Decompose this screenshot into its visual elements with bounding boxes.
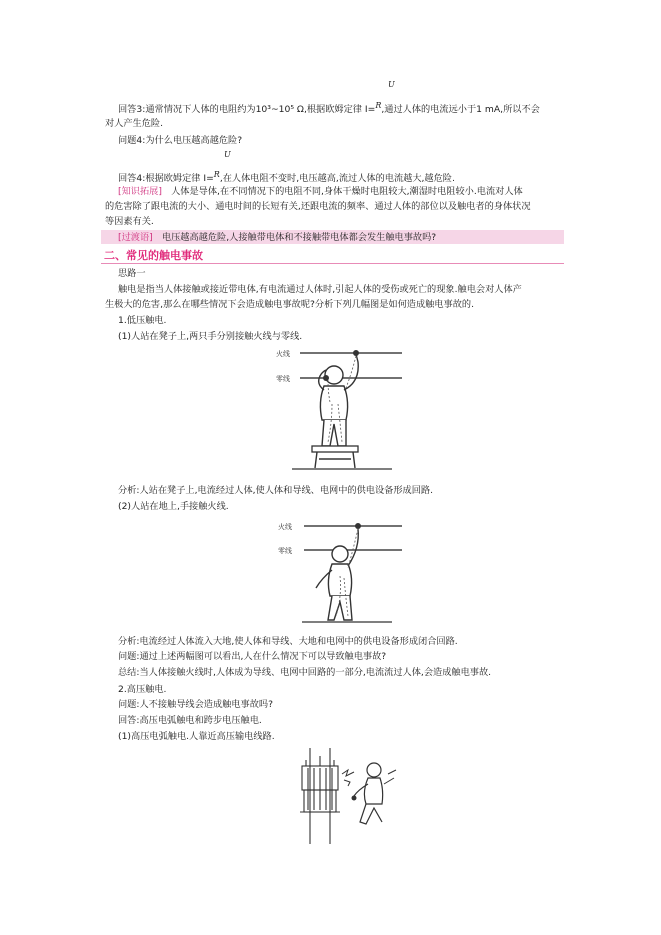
intro-line-2: 生极大的危害,那么在哪些情况下会造成触电事故呢?分析下列几幅图是如何造成触电事故的. bbox=[105, 299, 475, 310]
summary: 总结:当人体接触火线时,人体成为导线、电网中回路的一部分,电流流过人体,会造成触电事故. bbox=[118, 667, 492, 678]
knowledge-extension-line-3: 等因素有关. bbox=[105, 216, 154, 227]
analysis-1: 分析:人站在凳子上,电流经过人体,使人体和导线、电网中的供电设备形成回路. bbox=[118, 485, 434, 496]
high-voltage-title: 2.高压触电. bbox=[118, 684, 167, 695]
question-4: 问题4:为什么电压越高越危险? bbox=[118, 135, 243, 146]
section-heading: 二、常见的触电事故 bbox=[104, 249, 203, 262]
knowledge-extension-tag: [知识拓展] bbox=[118, 186, 162, 197]
answer-4-text-a: 回答4:根据欧姆定律 I= bbox=[118, 173, 214, 184]
transition-tag: [过渡语] bbox=[118, 232, 153, 243]
answer-3-cont: 对人产生危险. bbox=[105, 118, 164, 129]
fraction-numerator: U bbox=[388, 80, 395, 89]
section-divider bbox=[101, 263, 564, 264]
question-high-voltage: 问题:人不接触导线会造成触电事故吗? bbox=[118, 699, 273, 710]
answer-4-line bbox=[118, 168, 455, 185]
idea-label: 思路一 bbox=[118, 268, 146, 279]
answer-3-text-b: ,通过人体的电流远小于1 mA,所以不会 bbox=[381, 104, 540, 115]
answer-3-text-a: 回答3:通常情况下人体的电阻约为10³~10⁵ Ω,根据欧姆定律 I= bbox=[118, 104, 376, 115]
figure-ground-shock bbox=[272, 516, 412, 628]
fig1-live-label: 火线 bbox=[276, 350, 290, 358]
fraction-numerator-2: U bbox=[224, 150, 231, 159]
answer-high-voltage: 回答:高压电弧触电和跨步电压触电. bbox=[118, 715, 262, 726]
analysis-2: 分析:电流经过人体流入大地,使人体和导线、大地和电网中的供电设备形成闭合回路. bbox=[118, 636, 458, 647]
knowledge-extension-text: 人体是导体,在不同情况下的电阻不同,身体干燥时电阻较大,潮湿时电阻较小.电流对人体 bbox=[161, 186, 523, 197]
knowledge-extension-line-2: 的危害除了跟电流的大小、通电时间的长短有关,还跟电流的频率、通过人体的部位以及触电者的身体状况 bbox=[105, 201, 531, 212]
question-which: 问题:通过上述两幅图可以看出,人在什么情况下可以导致触电事故? bbox=[118, 651, 387, 662]
figure-stool-shock bbox=[272, 342, 412, 474]
case-1-text: (1)人站在凳子上,两只手分别接触火线与零线. bbox=[118, 331, 303, 342]
case-2-text: (2)人站在地上,手接触火线. bbox=[118, 501, 229, 512]
fig2-neutral-label: 零线 bbox=[278, 547, 292, 555]
fraction-denominator-2: R bbox=[213, 170, 220, 179]
low-voltage-title: 1.低压触电. bbox=[118, 315, 167, 326]
fig2-live-label: 火线 bbox=[278, 523, 292, 531]
fig1-neutral-label: 零线 bbox=[276, 375, 290, 383]
transition-line bbox=[118, 231, 436, 244]
transition-text: 电压越高越危险,人接触带电体和不接触带电体都会发生触电事故吗? bbox=[152, 232, 437, 243]
intro-line-1: 触电是指当人体接触或接近带电体,有电流通过人体时,引起人体的受伤或死亡的现象.触电会对人体产 bbox=[118, 284, 522, 295]
fraction-denominator: R bbox=[375, 101, 382, 110]
figure-arc-shock bbox=[296, 744, 406, 848]
answer-3-line bbox=[118, 99, 540, 116]
case-3-text: (1)高压电弧触电.人靠近高压输电线路. bbox=[118, 731, 275, 742]
knowledge-extension-line-1 bbox=[118, 185, 523, 198]
answer-4-text-b: ,在人体电阻不变时,电压越高,流过人体的电流越大,越危险. bbox=[219, 173, 455, 184]
